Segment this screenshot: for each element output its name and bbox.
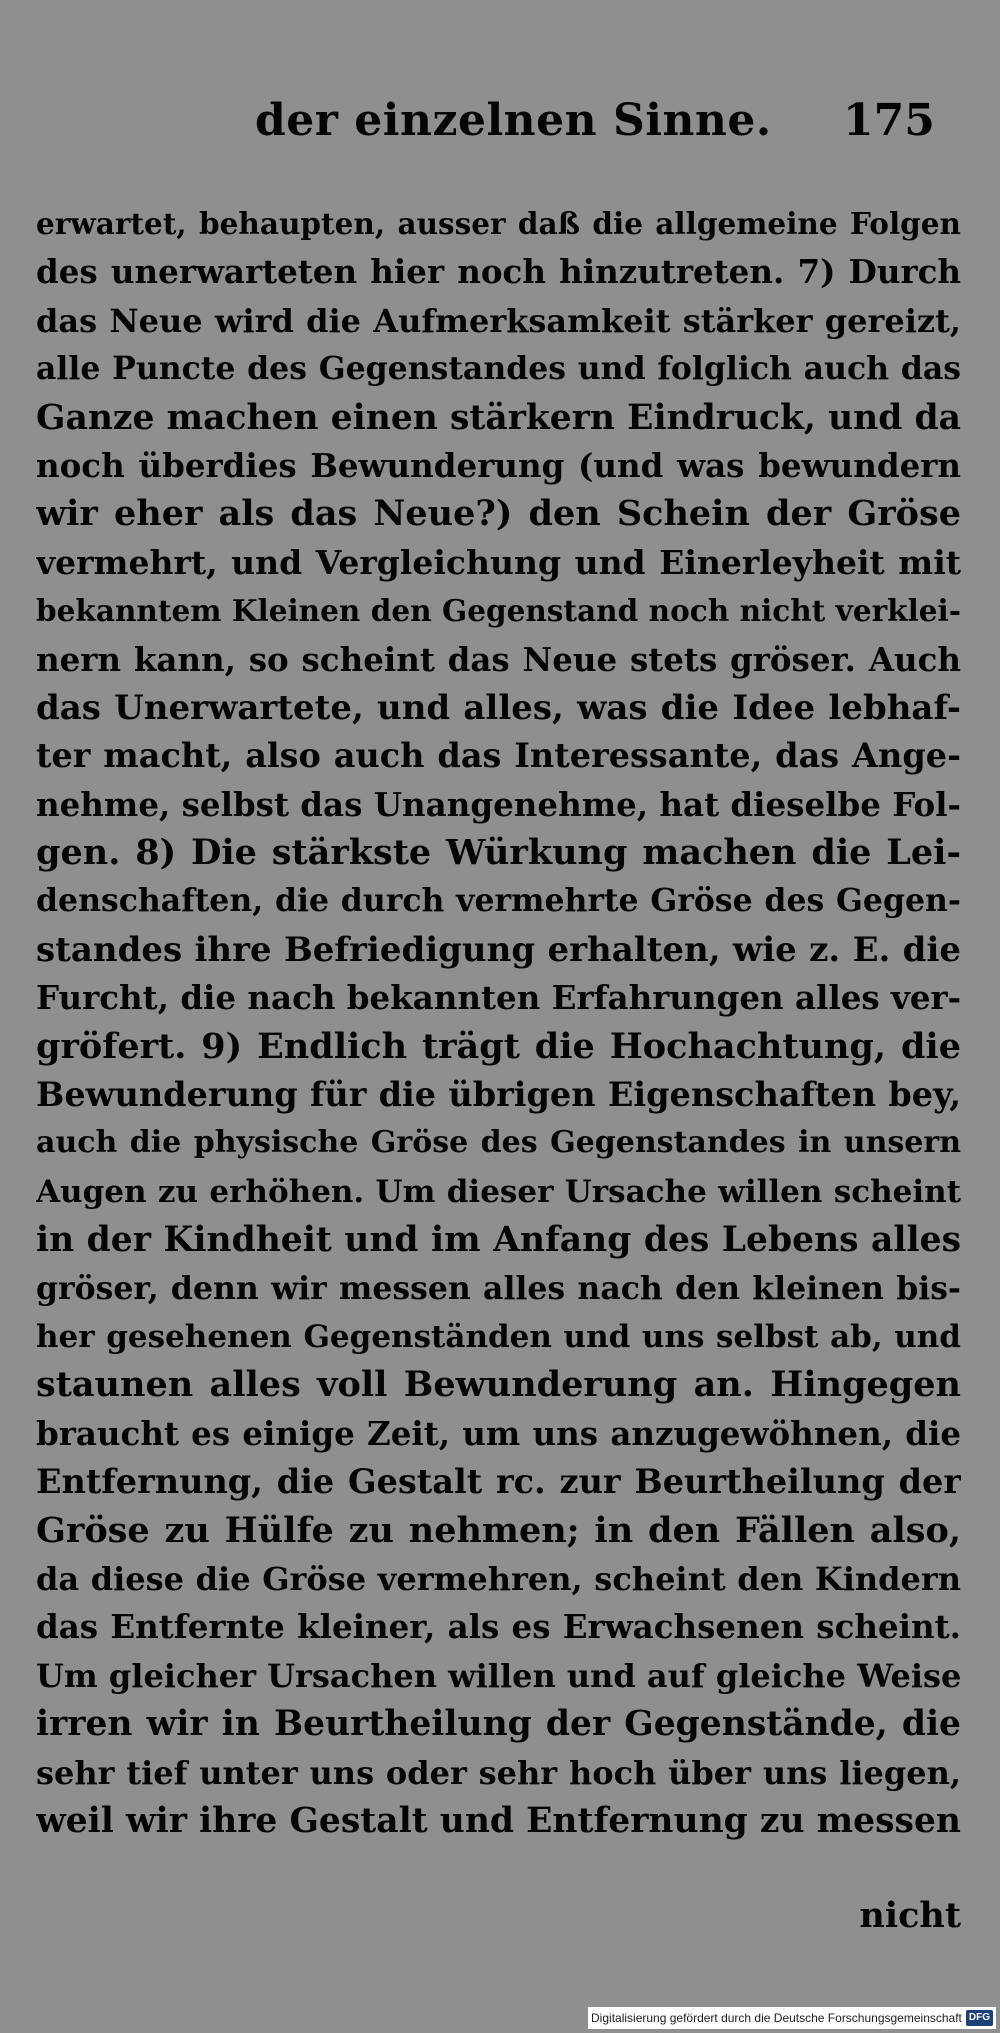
text-line: denschaften, die durch vermehrte Gröse des Gegen- (36, 882, 961, 920)
text-line: wir eher als das Neue?) den Schein der Gröse (36, 493, 961, 535)
text-line: Gröse zu Hülfe zu nehmen; in den Fällen also, (36, 1509, 961, 1551)
text-line: Bewunderung für die übrigen Eigenschaften bey, (36, 1075, 961, 1115)
text-line: gröser, denn wir messen alles nach den kleinen bis- (36, 1269, 961, 1307)
text-line: Um gleicher Ursachen willen und auf gleiche Weise (36, 1656, 961, 1695)
text-line: weil wir ihre Gestalt und Entfernung zu messen (36, 1800, 961, 1841)
credit-text: Digitalisierung gefördert durch die Deutsche Forschungsgemeinschaft (591, 2011, 962, 2025)
text-line: alle Puncte des Gegenstandes und folglich auch das (36, 350, 961, 388)
text-line: Furcht, die nach bekannten Erfahrungen alles ver- (36, 978, 961, 1018)
text-line: braucht es einige Zeit, um uns anzugewöhnen, die (36, 1413, 961, 1453)
digitization-credit (588, 2007, 996, 2029)
text-line: erwartet, behaupten, ausser daß die allgemeine Folgen (36, 206, 961, 241)
text-line: bekanntem Kleinen den Gegenstand noch nicht verklei- (36, 593, 961, 629)
text-line: das Entfernte kleiner, als es Erwachsenen scheint. (36, 1607, 961, 1647)
text-line: das Unerwartete, und alles, was die Idee lebhaf- (36, 687, 961, 728)
text-line: nehme, selbst das Unangenehme, hat dieselbe Fol- (36, 784, 961, 824)
text-line: vermehrt, und Vergleichung und Einerleyheit mit (36, 542, 961, 582)
text-line: Augen zu erhöhen. Um dieser Ursache willen scheint (36, 1173, 961, 1210)
running-title: der einzelnen Sinne. (255, 95, 772, 146)
text-line: gen. 8) Die stärkste Würkung machen die Lei- (36, 832, 961, 874)
text-line: sehr tief unter uns oder sehr hoch über uns liegen, (36, 1753, 961, 1792)
text-line: standes ihre Befriedigung erhalten, wie z. E. die (36, 929, 961, 970)
text-line: Ganze machen einen stärkern Eindruck, und da (36, 397, 961, 438)
catchword: nicht (859, 1895, 961, 1936)
text-line: gröfert. 9) Endlich trägt die Hochachtung, die (36, 1025, 961, 1067)
body-text (36, 200, 961, 1845)
text-line: in der Kindheit und im Anfang des Lebens alles (36, 1220, 961, 1261)
text-line: nern kann, so scheint das Neue stets gröser. Auch (36, 639, 961, 679)
text-line: des unerwarteten hier noch hinzutreten. 7) Durch (36, 252, 961, 292)
text-line: her gesehenen Gegenständen und uns selbst ab, und (36, 1318, 961, 1355)
text-line: Entfernung, die Gestalt rc. zur Beurtheilung der (36, 1462, 961, 1502)
dfg-logo: DFG (966, 2010, 993, 2026)
text-line: staunen alles voll Bewunderung an. Hingegen (36, 1364, 961, 1406)
text-line: irren wir in Beurtheilung der Gegenstände, die (36, 1704, 961, 1745)
text-line: ter macht, also auch das Interessante, das Ange- (36, 736, 961, 776)
page-header (0, 95, 1000, 165)
text-line: da diese die Gröse vermehren, scheint den Kindern (36, 1559, 961, 1598)
text-line: auch die physische Gröse des Gegenstandes in unsern (36, 1125, 961, 1161)
text-line: noch überdies Bewunderung (und was bewundern (36, 445, 961, 485)
page-number: 175 (843, 95, 935, 146)
text-line: das Neue wird die Aufmerksamkeit stärker gereizt, (36, 301, 961, 340)
